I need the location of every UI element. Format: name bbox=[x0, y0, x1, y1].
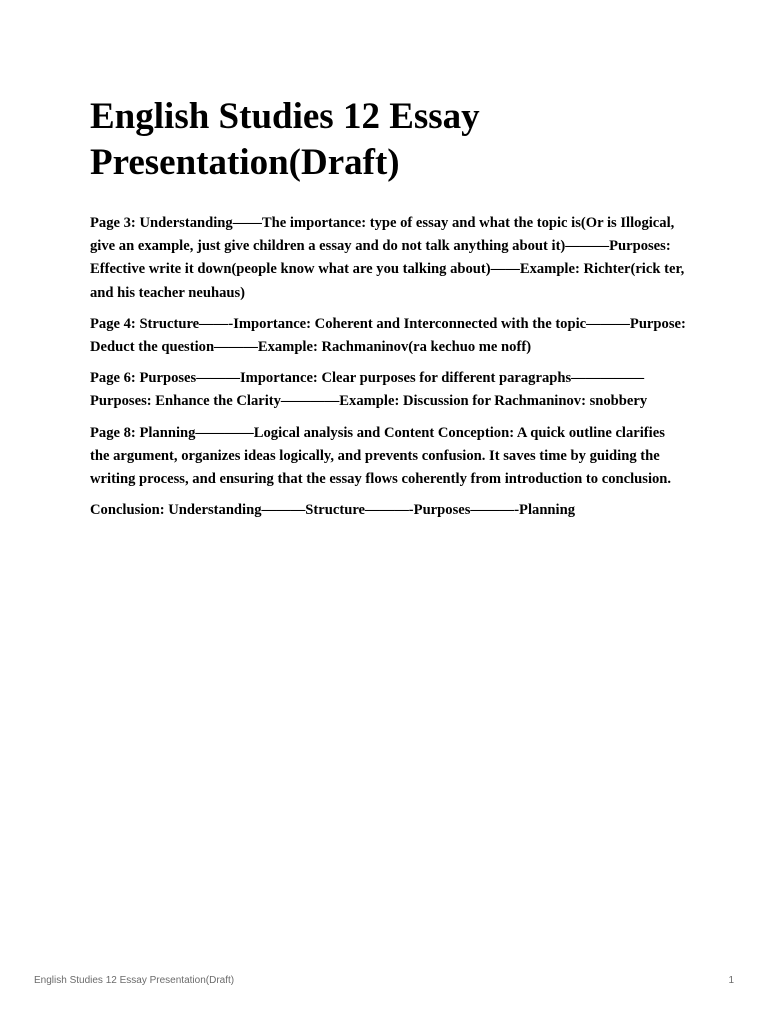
footer-document-title: English Studies 12 Essay Presentation(Draft) bbox=[34, 975, 235, 986]
footer-page-number: 1 bbox=[728, 975, 734, 986]
paragraph-conclusion: Conclusion: Understanding———Structure———-Purposes———-Planning bbox=[90, 502, 576, 519]
paragraph-page-6: Page 6: Purposes———Importance: Clear purposes for different paragraphs—————Purposes: Enhance the Clarity————Example: Discussion for Rachmaninov: snobbery bbox=[90, 370, 648, 410]
page-title: English Studies 12 Essay Presentation(Draft) bbox=[90, 96, 480, 183]
paragraph-page-8: Page 8: Planning————Logical analysis and Content Conception: A quick outline clarifies the argument, organizes ideas logically, and prevents confusion. It saves time by guiding the writing process, and ensuring that the essay flows coherently from introduction to conclusion. bbox=[90, 424, 672, 488]
paragraph-page-3: Page 3: Understanding——The importance: type of essay and what the topic is(Or is Illogical, give an example, just give children a essay and do not talk anything about it)———Purposes: Effective write it down(people know what are you talking about)——Example: Richter(rick ter, and his teacher neuhaus) bbox=[90, 215, 685, 301]
document-body bbox=[90, 94, 686, 530]
paragraph-page-4: Page 4: Structure——-Importance: Coherent and Interconnected with the topic———Purpose: Deduct the question———Example: Rachmaninov(ra kechuo me noff) bbox=[90, 315, 686, 356]
